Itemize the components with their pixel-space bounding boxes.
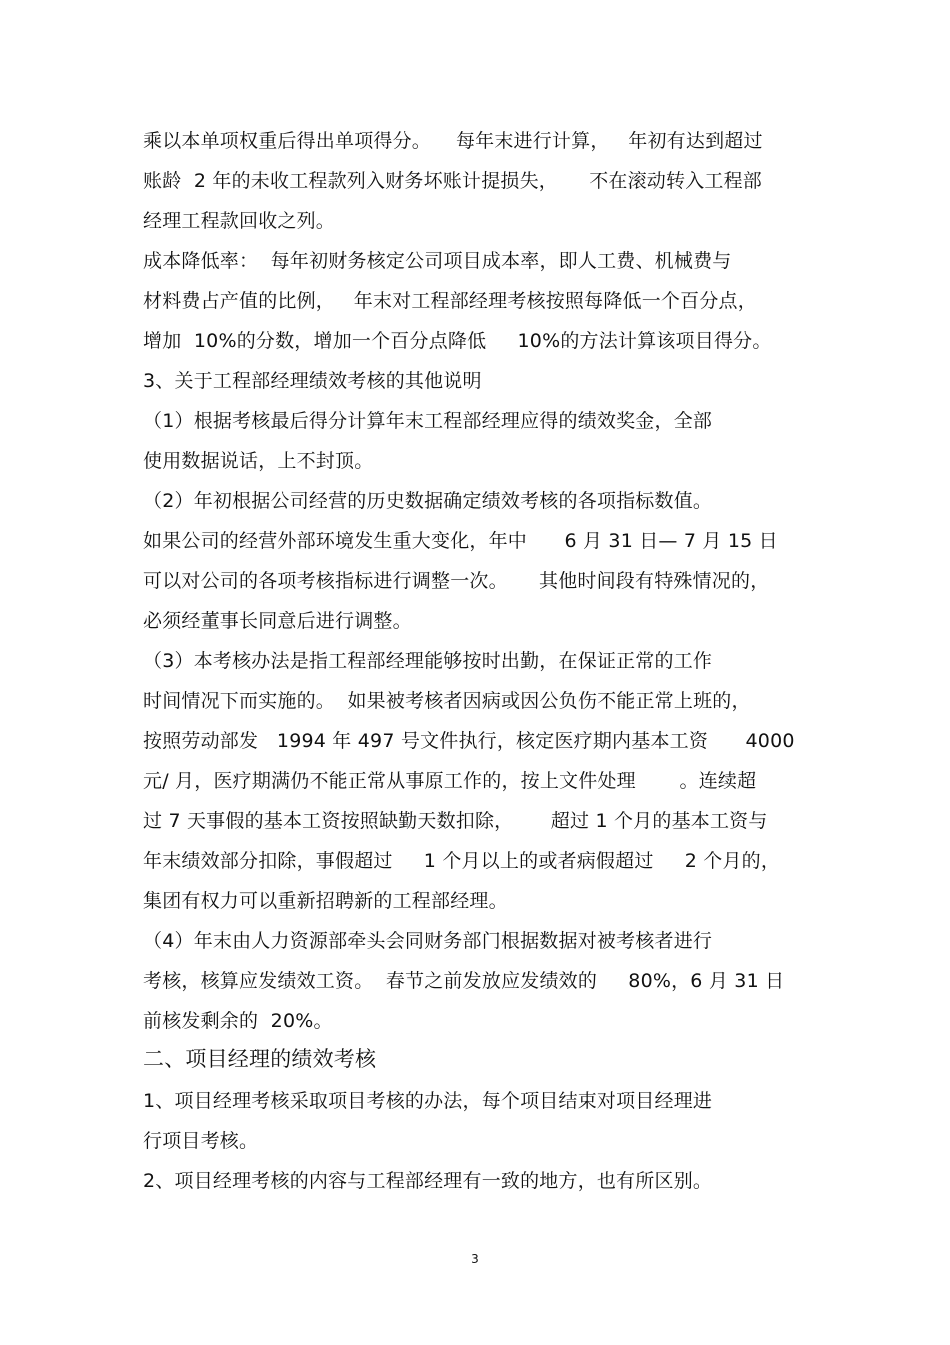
text-line: 1、项目经理考核采取项目考核的办法，每个项目结束对项目经理进 xyxy=(143,1090,713,1112)
text-line: 时间情况下而实施的。 如果被考核者因病或因公负伤不能正常上班的， xyxy=(143,690,751,712)
text-line: 必须经董事长同意后进行调整。 xyxy=(143,610,412,632)
text-line: 按照劳动部发 1994 年 497 号文件执行，核定医疗期内基本工资 4000 xyxy=(143,730,795,752)
text-line: 使用数据说话，上不封顶。 xyxy=(143,450,374,472)
text-line: 行项目考核。 xyxy=(143,1130,259,1152)
text-line: 经理工程款回收之列。 xyxy=(143,210,336,232)
text-line: 集团有权力可以重新招聘新的工程部经理。 xyxy=(143,890,508,912)
text-line: 账龄 2 年的未收工程款列入财务坏账计提损失， 不在滚动转入工程部 xyxy=(143,170,763,192)
text-line: 材料费占产值的比例， 年末对工程部经理考核按照每降低一个百分点， xyxy=(143,290,757,312)
text-line: 乘以本单项权重后得出单项得分。 每年末进行计算， 年初有达到超过 xyxy=(143,130,763,152)
text-line: （1）根据考核最后得分计算年末工程部经理应得的绩效奖金，全部 xyxy=(143,410,713,432)
text-line: 可以对公司的各项考核指标进行调整一次。 其他时间段有特殊情况的， xyxy=(143,570,770,592)
text-line: 元/ 月，医疗期满仍不能正常从事原工作的，按上文件处理 。连续超 xyxy=(143,770,757,792)
text-line: （4）年末由人力资源部牵头会同财务部门根据数据对被考核者进行 xyxy=(143,930,713,952)
text-line: 成本降低率： 每年初财务核定公司项目成本率，即人工费、机械费与 xyxy=(143,250,732,272)
section-heading: 3、关于工程部经理绩效考核的其他说明 xyxy=(143,370,482,392)
text-line: （2）年初根据公司经营的历史数据确定绩效考核的各项指标数值。 xyxy=(143,490,713,512)
text-line: 2、项目经理考核的内容与工程部经理有一致的地方，也有所区别。 xyxy=(143,1170,713,1192)
text-line: （3）本考核办法是指工程部经理能够按时出勤，在保证正常的工作 xyxy=(143,650,713,672)
text-line: 考核，核算应发绩效工资。 春节之前发放应发绩效的 80%，6 月 31 日 xyxy=(143,970,785,992)
text-line: 如果公司的经营外部环境发生重大变化，年中 6 月 31 日— 7 月 15 日 xyxy=(143,530,778,552)
text-line: 增加 10%的分数，增加一个百分点降低 10%的方法计算该项目得分。 xyxy=(143,330,772,352)
text-line: 前核发剩余的 20%。 xyxy=(143,1010,333,1032)
text-line: 年末绩效部分扣除，事假超过 1 个月以上的或者病假超过 2 个月的， xyxy=(143,850,781,872)
section-heading: 二、项目经理的绩效考核 xyxy=(143,1047,377,1071)
page-number: 3 xyxy=(471,1252,479,1266)
text-line: 过 7 天事假的基本工资按照缺勤天数扣除， 超过 1 个月的基本工资与 xyxy=(143,810,768,832)
